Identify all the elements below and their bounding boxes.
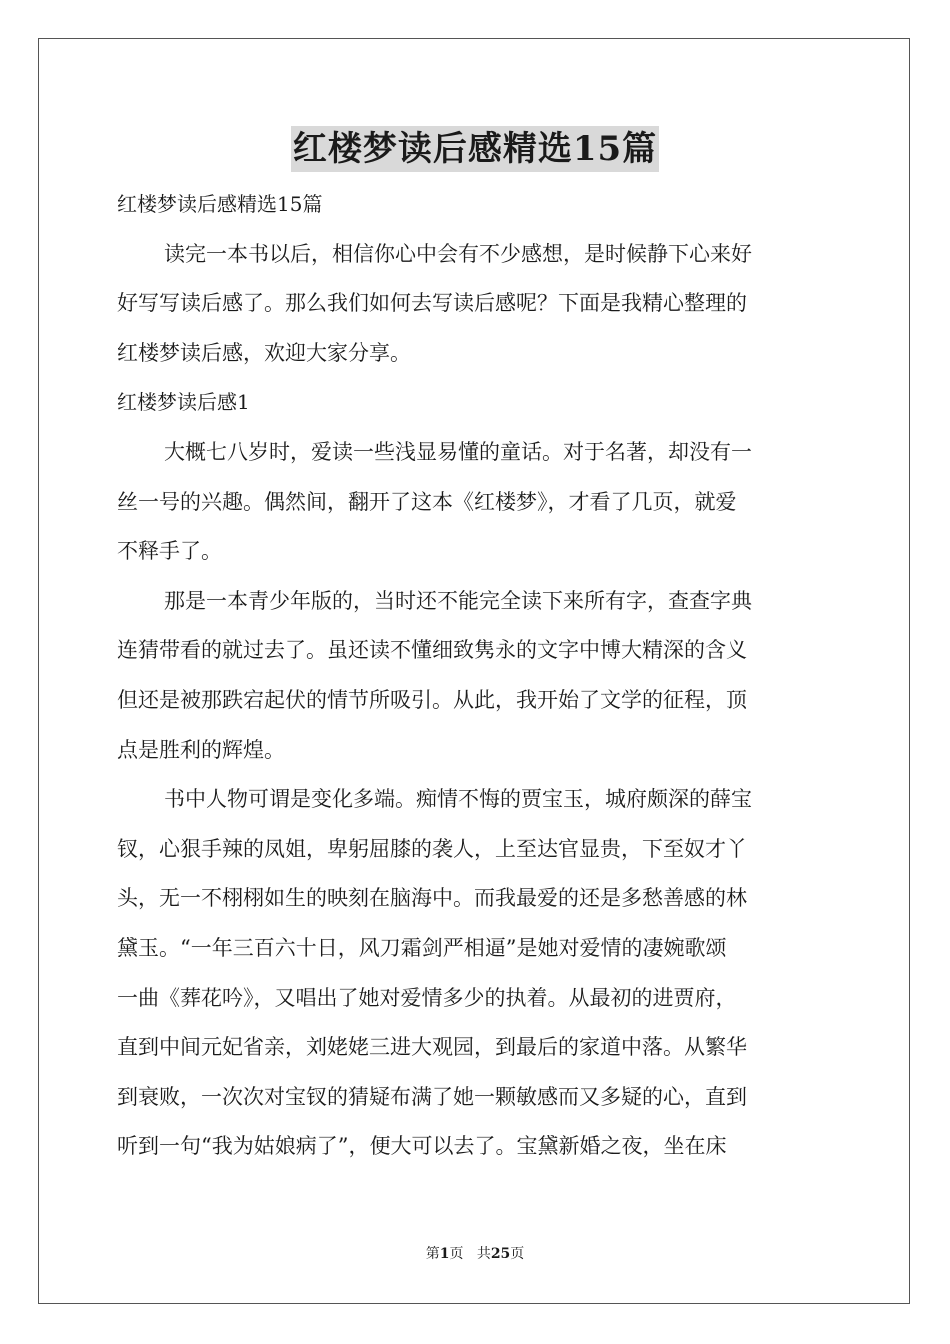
text-line: 好写写读后感了。那么我们如何去写读后感呢？下面是我精心整理的 xyxy=(117,291,747,316)
text-line: 听到一句“我为姑娘病了”，便大可以去了。宝黛新婚之夜，坐在床 xyxy=(117,1134,727,1159)
text-line: 点是胜利的辉煌。 xyxy=(117,737,285,762)
document-body xyxy=(117,180,833,1172)
total-prefix: 共 xyxy=(476,1246,491,1262)
text-line: 黛玉。“一年三百六十日，风刀霜剑严相逼”是她对爱情的凄婉歌颂 xyxy=(117,935,727,960)
document-subtitle: 红楼梦读后感精选15篇 xyxy=(117,192,323,216)
text-line: 连猜带看的就过去了。虽还读不懂细致隽永的文字中博大精深的含义 xyxy=(117,638,747,663)
text-line: 那是一本青少年版的，当时还不能完全读下来所有字，查查字典 xyxy=(164,588,752,613)
page-suffix: 页 xyxy=(449,1246,464,1262)
page-footer xyxy=(0,1244,950,1264)
title-container xyxy=(0,126,950,172)
total-suffix: 页 xyxy=(510,1246,525,1262)
total-pages: 25 xyxy=(490,1246,511,1262)
text-line: 但还是被那跌宕起伏的情节所吸引。从此，我开始了文学的征程，顶 xyxy=(117,687,747,712)
text-line: 读完一本书以后，相信你心中会有不少感想，是时候静下心来好 xyxy=(164,241,752,266)
text-line: 书中人物可谓是变化多端。痴情不悔的贾宝玉，城府颇深的薛宝 xyxy=(164,787,752,812)
text-line: 红楼梦读后感，欢迎大家分享。 xyxy=(117,340,411,365)
text-line: 到衰败，一次次对宝钗的猜疑布满了她一颗敏感而又多疑的心，直到 xyxy=(117,1084,747,1109)
text-line: 一曲《葬花吟》，又唱出了她对爱情多少的执着。从最初的进贾府， xyxy=(117,985,737,1010)
text-line: 不释手了。 xyxy=(117,539,222,564)
page-number: 1 xyxy=(439,1246,450,1262)
text-line: 丝一号的兴趣。偶然间，翻开了这本《红楼梦》，才看了几页，就爱 xyxy=(117,489,737,514)
page-prefix: 第 xyxy=(425,1246,440,1262)
text-line: 大概七八岁时，爱读一些浅显易懂的童话。对于名著，却没有一 xyxy=(164,439,752,464)
document-title: 红楼梦读后感精选15篇 xyxy=(291,126,659,172)
paragraph-lines xyxy=(117,230,833,1172)
text-line: 钗，心狠手辣的凤姐，卑躬屈膝的袭人，上至达官显贵，下至奴才丫 xyxy=(117,836,747,861)
section-heading: 红楼梦读后感1 xyxy=(117,390,250,415)
text-line: 直到中间元妃省亲，刘姥姥三进大观园，到最后的家道中落。从繁华 xyxy=(117,1035,747,1060)
text-line: 头，无一不栩栩如生的映刻在脑海中。而我最爱的还是多愁善感的林 xyxy=(117,886,747,911)
